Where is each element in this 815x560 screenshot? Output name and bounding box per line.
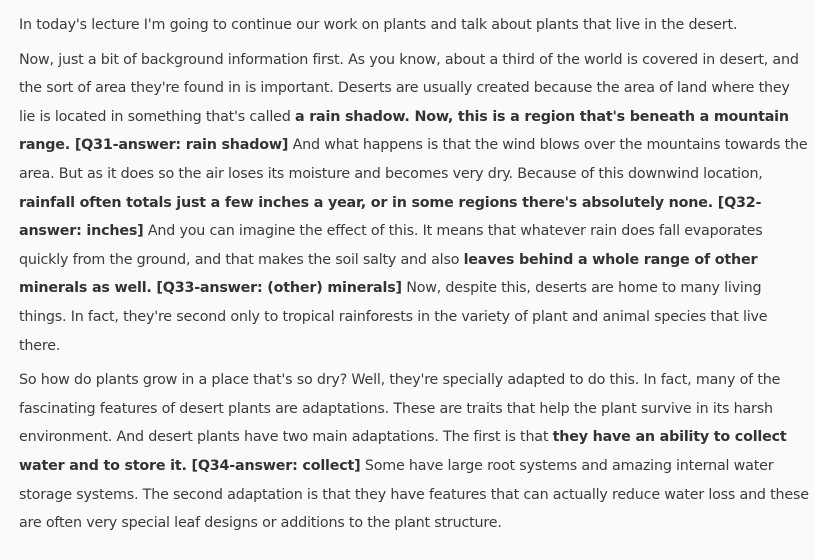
text-run: And what happens is that the wind blows over the mountains towards the area. But as it does so the air loses its moisture and becomes very dry. Because of this downwind location, [19,137,808,182]
text-run: Now, just a bit of background information first. As you know, about a third of the world is covered in desert, and the sort of area they're found in is important. Deserts are usually created because the area of land where they lie is located in something that's called [19,51,799,125]
text-run: In today's lecture I'm going to continue our work on plants and talk about plants that live in the desert. [19,17,738,33]
lecture-transcript [19,11,809,544]
answer-highlight-q32: rainfall often totals just a few inches a year, or in some regions there's absolutely none. [Q32-answer: inches] [19,194,762,240]
answer-highlight-q31: a rain shadow. Now, this is a region that's beneath a mountain range. [Q31-answer: rain shadow] [19,108,789,154]
text-run: And you can imagine the effect of this. It means that whatever rain does fall evaporates quickly from the ground, and that makes the soil salty and also [19,223,763,268]
answer-highlight-q33: leaves behind a whole range of other minerals as well. [Q33-answer: (other) minerals] [19,251,758,297]
answer-highlight-q34: they have an ability to collect water and to store it. [Q34-answer: collect] [19,429,787,474]
text-run: Some have large root systems and amazing internal water storage systems. The second adaptation is that they have features that can actually reduce water loss and these are often very special leaf designs or additions to the plant structure. [19,457,809,532]
paragraph-adaptations [19,366,809,538]
paragraph-intro [19,11,809,40]
text-run: So how do plants grow in a place that's so dry? Well, they're specially adapted to do this. In fact, many of the fascinating features of desert plants are adaptations. These are traits that help the plant survive in its harsh environment. And desert plants have two main adaptations. The first is that [19,372,781,446]
text-run: Now, despite this, deserts are home to many living things. In fact, they're second only to tropical rainforests in the variety of plant and animal species that live there. [19,280,768,354]
paragraph-background [19,46,809,361]
